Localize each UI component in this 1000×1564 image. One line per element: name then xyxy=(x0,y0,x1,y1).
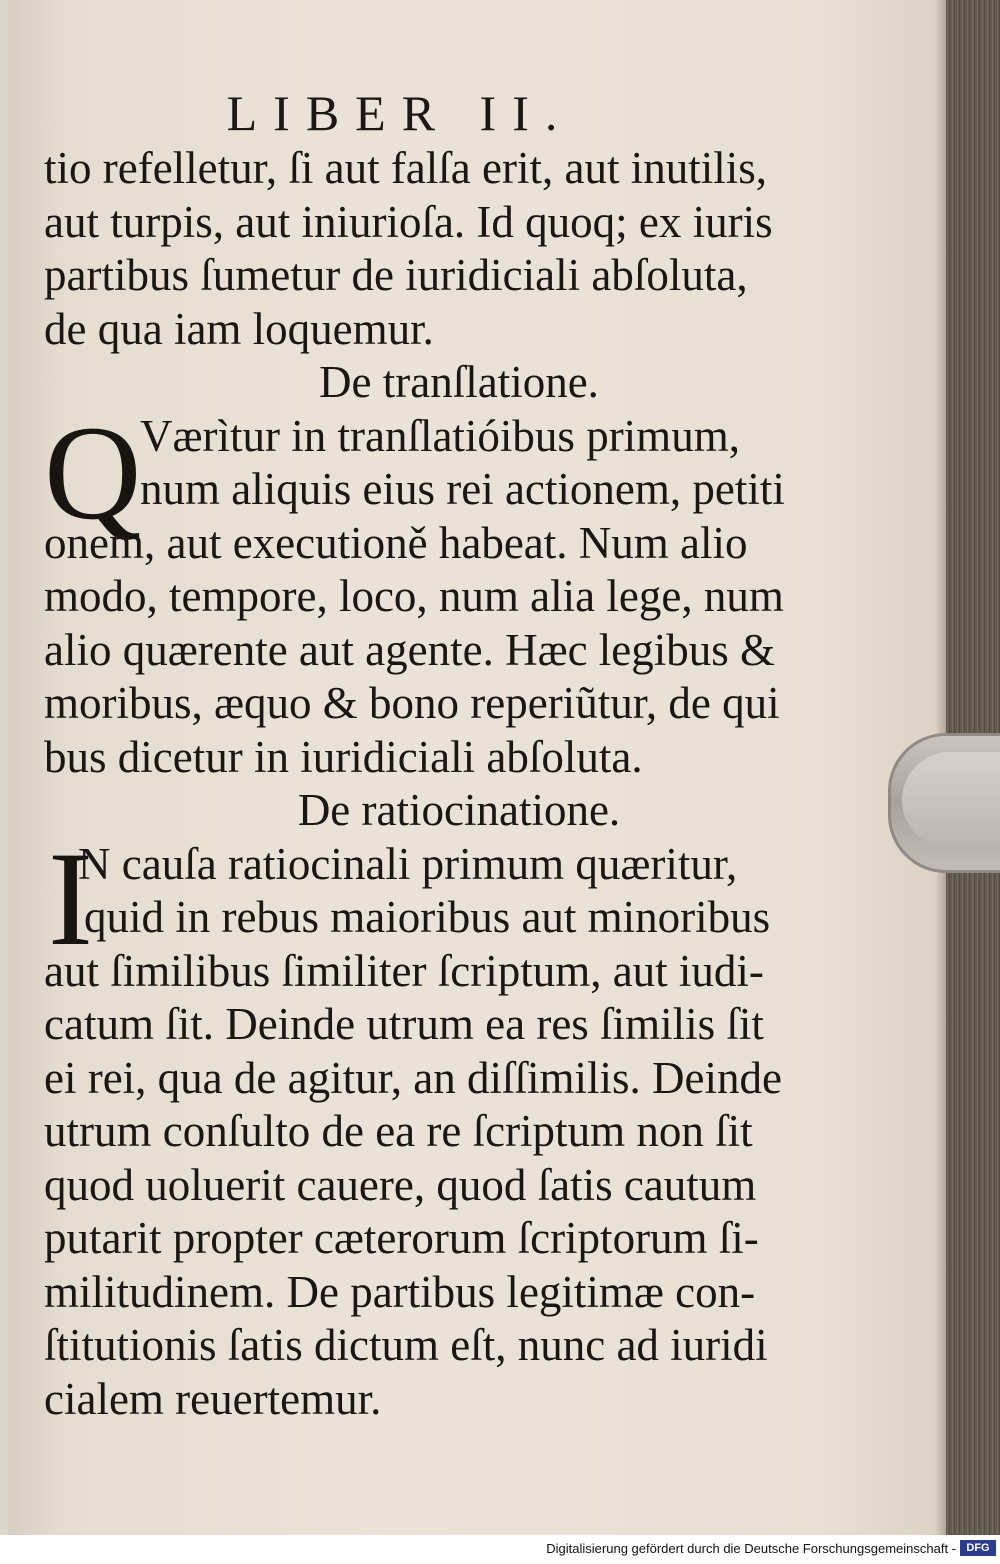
drop-capital: Q xyxy=(44,398,142,548)
text-line: tio refelletur, ſi aut falſa erit, aut inutilis, xyxy=(44,143,767,193)
text-line: quod uoluerit cauere, quod ſatis cautum xyxy=(44,1159,757,1210)
text-line: militudinem. De partibus legitimæ con- xyxy=(44,1266,756,1317)
footer-bar xyxy=(0,1535,1000,1564)
text-line: de qua iam loquemur. xyxy=(44,303,434,354)
dfg-logo: DFG xyxy=(960,1540,996,1556)
text-line: aut turpis, aut iniurioſa. Id quoq; ex iuris xyxy=(44,196,773,247)
text-line: modo, tempore, loco, num alia lege, num xyxy=(44,571,784,621)
text-line: alio quærente aut agente. Hæc legibus & xyxy=(44,624,776,675)
text-line: aut ſimilibus ſimiliter ſcriptum, aut iudi- xyxy=(44,945,764,996)
page-clip-inner xyxy=(902,752,1000,848)
page-text xyxy=(44,142,874,1426)
section-heading: De ratiocinatione. xyxy=(297,785,621,835)
text-line: ſtitutionis ſatis dictum eſt, nunc ad iuridi xyxy=(44,1320,768,1370)
digitization-credit: Digitalisierung gefördert durch die Deutsche Forschungsgemeinschaft - xyxy=(546,1541,956,1556)
text-line: Værìtur in tranſlatióibus primum, xyxy=(140,410,740,461)
text-line: catum ſit. Deinde utrum ea res ſimilis ſit xyxy=(44,999,764,1049)
drop-capital: I xyxy=(48,824,93,974)
text-line: utrum conſulto de ea re ſcriptum non ſit xyxy=(44,1106,753,1156)
section-heading: De tranſlatione. xyxy=(319,357,599,407)
text-line: ei rei, qua de agitur, an diſſimilis. Deinde xyxy=(44,1052,782,1103)
text-line: bus dicetur in iuridiciali abſoluta. xyxy=(44,731,643,782)
text-line: moribus, æquo & bono reperiũtur, de qui xyxy=(44,678,780,728)
text-line: N cauſa ratiocinali primum quæritur, xyxy=(78,838,738,889)
text-line: num aliquis eius rei actionem, petiti xyxy=(140,464,785,514)
text-line: putarit propter cæterorum ſcriptorum ſi- xyxy=(44,1213,759,1263)
text-line: onem, aut executioně habeat. Num alio xyxy=(44,517,748,568)
text-line: cialem reuertemur. xyxy=(44,1373,382,1424)
text-line: quid in rebus maioribus aut minoribus xyxy=(84,892,771,942)
running-title: LIBER II. xyxy=(226,85,574,141)
text-line: partibus ſumetur de iuridiciali abſoluta, xyxy=(44,250,748,300)
